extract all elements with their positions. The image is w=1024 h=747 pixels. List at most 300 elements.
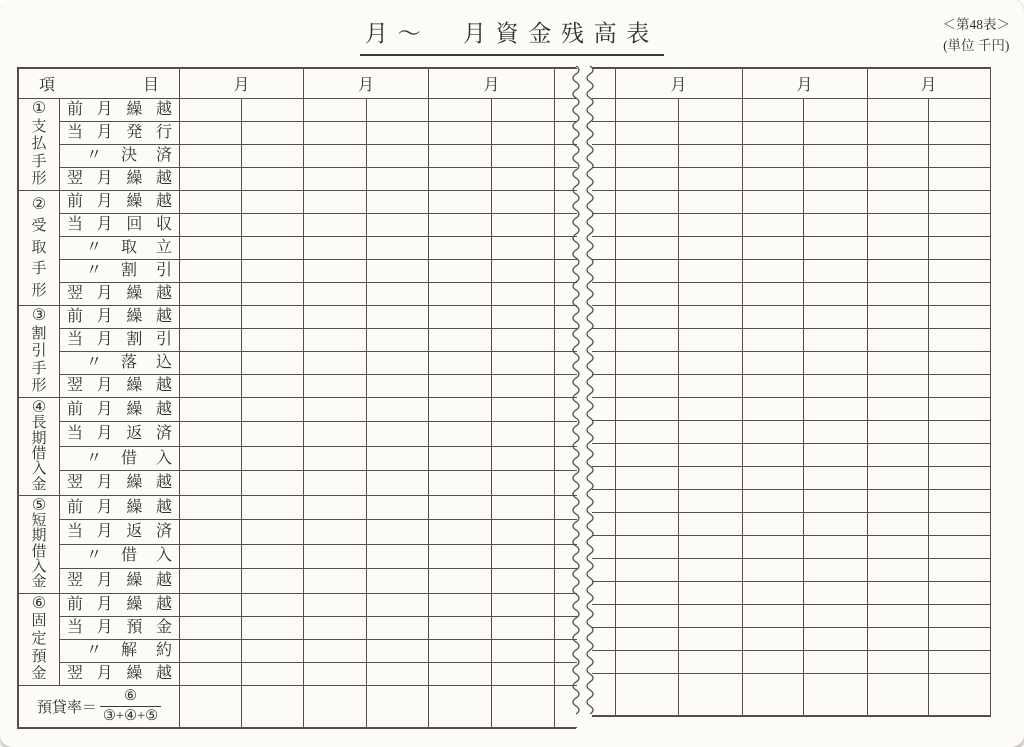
- data-cell: [367, 471, 429, 495]
- data-cell: [803, 421, 867, 444]
- label-char: 済: [155, 147, 172, 164]
- data-cell: [615, 168, 678, 191]
- stub-cell: [592, 99, 615, 122]
- section-name-char: 手: [31, 153, 47, 170]
- data-cell: [742, 283, 803, 306]
- label-char: 月: [96, 571, 113, 589]
- data-cell: [555, 471, 577, 495]
- data-cell: [803, 444, 867, 467]
- data-cell: [867, 605, 928, 628]
- data-cell: [555, 422, 577, 446]
- data-cell: [492, 662, 555, 685]
- label-char: 当: [67, 618, 84, 636]
- data-cell: [429, 662, 492, 685]
- data-cell: [803, 283, 867, 306]
- data-cell: [615, 352, 678, 375]
- stub-cell: [592, 490, 615, 513]
- data-cell: [242, 306, 304, 329]
- label-char: 繰: [126, 101, 143, 118]
- data-cell: [867, 306, 928, 329]
- data-cell: [803, 99, 867, 122]
- stub-cell: [592, 168, 615, 191]
- stub-cell: [592, 283, 615, 306]
- stub-cell: [592, 559, 615, 582]
- data-cell: [304, 191, 367, 214]
- data-cell: [555, 446, 577, 470]
- data-cell: [429, 122, 492, 145]
- data-cell: [429, 145, 492, 168]
- data-cell: [180, 398, 242, 422]
- data-cell: [928, 398, 990, 421]
- data-cell: [180, 329, 242, 352]
- data-cell: [742, 237, 803, 260]
- data-cell: [367, 145, 429, 168]
- label-char: 借: [120, 547, 137, 565]
- data-cell: [492, 639, 555, 662]
- data-cell: [678, 122, 742, 145]
- section-name-char: 借: [31, 445, 47, 462]
- data-cell: [242, 520, 304, 544]
- data-cell: [867, 490, 928, 513]
- row-label-cell: [60, 446, 180, 470]
- data-cell: [429, 685, 492, 727]
- data-cell: [304, 329, 367, 352]
- row-label-cell: [60, 122, 180, 145]
- label-char: 金: [155, 618, 172, 636]
- data-cell: [367, 662, 429, 685]
- data-cell: [678, 168, 742, 191]
- label-char: 前: [67, 193, 84, 210]
- data-cell: [367, 685, 429, 727]
- data-cell: [742, 191, 803, 214]
- data-cell: [429, 569, 492, 593]
- data-cell: [180, 237, 242, 260]
- data-cell: [367, 569, 429, 593]
- data-cell: [492, 520, 555, 544]
- data-cell: [803, 398, 867, 421]
- data-cell: [555, 145, 577, 168]
- data-cell: [928, 283, 990, 306]
- label-char: 月: [96, 595, 113, 613]
- data-cell: [429, 520, 492, 544]
- stub-cell: [592, 375, 615, 398]
- data-cell: [803, 329, 867, 352]
- data-cell: [242, 544, 304, 568]
- data-cell: [867, 467, 928, 490]
- data-cell: [492, 569, 555, 593]
- label-char: 済: [155, 522, 172, 540]
- data-cell: [492, 99, 555, 122]
- data-cell: [555, 685, 577, 727]
- data-cell: [742, 490, 803, 513]
- data-cell: [429, 593, 492, 616]
- data-cell: [678, 536, 742, 559]
- month-header-cell: 月: [180, 69, 304, 99]
- data-cell: [678, 444, 742, 467]
- data-cell: [928, 582, 990, 605]
- data-cell: [429, 352, 492, 375]
- data-cell: [867, 398, 928, 421]
- data-cell: [742, 444, 803, 467]
- data-cell: [928, 651, 990, 674]
- data-cell: [742, 582, 803, 605]
- data-cell: [180, 593, 242, 616]
- data-cell: [429, 237, 492, 260]
- label-char: 越: [155, 377, 172, 394]
- stub-cell: [592, 536, 615, 559]
- data-cell: [180, 446, 242, 470]
- row-label-cell: [60, 662, 180, 685]
- data-cell: [242, 569, 304, 593]
- data-cell: [242, 329, 304, 352]
- data-cell: [367, 306, 429, 329]
- section-label-cell: [19, 593, 60, 685]
- data-cell: [742, 375, 803, 398]
- data-cell: [304, 214, 367, 237]
- section-number: ③: [31, 307, 47, 325]
- data-cell: [803, 582, 867, 605]
- data-cell: [615, 467, 678, 490]
- stub-cell: [592, 237, 615, 260]
- label-char: 引: [155, 331, 172, 348]
- data-cell: [615, 628, 678, 651]
- data-cell: [678, 191, 742, 214]
- label-char: 繰: [126, 377, 143, 394]
- data-cell: [367, 375, 429, 398]
- data-cell: [678, 306, 742, 329]
- data-cell: [678, 398, 742, 421]
- data-cell: [242, 446, 304, 470]
- data-cell: [742, 329, 803, 352]
- data-cell: [678, 605, 742, 628]
- data-cell: [367, 593, 429, 616]
- row-label-cell: [60, 398, 180, 422]
- data-cell: [867, 168, 928, 191]
- data-cell: [492, 214, 555, 237]
- stub-header-cell: [592, 69, 615, 99]
- data-cell: [180, 639, 242, 662]
- data-cell: [180, 544, 242, 568]
- label-char: 借: [120, 449, 137, 467]
- data-cell: [492, 122, 555, 145]
- label-char: 月: [96, 522, 113, 540]
- section-number: ①: [31, 100, 47, 118]
- section-name-char: 借: [31, 543, 47, 560]
- data-cell: [867, 99, 928, 122]
- label-char: 月: [96, 170, 113, 187]
- data-cell: [242, 283, 304, 306]
- data-cell: [429, 306, 492, 329]
- data-cell: [803, 122, 867, 145]
- data-cell: [429, 375, 492, 398]
- row-label-cell: [60, 616, 180, 639]
- label-char: 月: [96, 101, 113, 118]
- label-char: 月: [96, 400, 113, 418]
- data-cell: [367, 237, 429, 260]
- label-char: 月: [96, 308, 113, 325]
- section-label-cell: [19, 99, 60, 191]
- data-cell: [492, 616, 555, 639]
- data-cell: [429, 191, 492, 214]
- data-cell: [180, 352, 242, 375]
- label-char: 割: [126, 331, 143, 348]
- ratio-fraction: [100, 687, 161, 726]
- section-name-char: 定: [31, 630, 47, 647]
- data-cell: [867, 145, 928, 168]
- item-header-cell: [19, 69, 180, 99]
- data-cell: [867, 559, 928, 582]
- data-cell: [928, 191, 990, 214]
- data-cell: [615, 237, 678, 260]
- data-cell: [555, 168, 577, 191]
- data-cell: [867, 674, 928, 716]
- data-cell: [742, 513, 803, 536]
- data-cell: [928, 674, 990, 716]
- label-char: 項: [39, 77, 56, 94]
- data-cell: [304, 662, 367, 685]
- label-char: 翌: [67, 571, 84, 589]
- data-cell: [555, 616, 577, 639]
- data-cell: [367, 616, 429, 639]
- label-char: 前: [67, 308, 84, 325]
- data-cell: [615, 145, 678, 168]
- stub-cell: [592, 605, 615, 628]
- label-char: 前: [67, 400, 84, 418]
- data-cell: [742, 260, 803, 283]
- data-cell: [429, 495, 492, 519]
- balance-table-left-grid: [18, 68, 577, 728]
- data-cell: [492, 237, 555, 260]
- data-cell: [803, 168, 867, 191]
- data-cell: [867, 237, 928, 260]
- data-cell: [492, 145, 555, 168]
- label-char: 当: [67, 124, 84, 141]
- data-cell: [367, 639, 429, 662]
- stub-cell: [592, 122, 615, 145]
- data-cell: [242, 422, 304, 446]
- data-cell: [242, 375, 304, 398]
- stub-cell: [592, 674, 615, 716]
- section-name-char: 金: [31, 476, 47, 493]
- label-char: 入: [155, 449, 172, 467]
- data-cell: [180, 283, 242, 306]
- section-name-char: 受: [31, 218, 47, 235]
- data-cell: [742, 628, 803, 651]
- data-cell: [928, 513, 990, 536]
- data-cell: [615, 99, 678, 122]
- data-cell: [928, 559, 990, 582]
- label-char: 前: [67, 498, 84, 516]
- section-number: ⑥: [31, 594, 47, 612]
- data-cell: [180, 168, 242, 191]
- data-cell: [928, 467, 990, 490]
- data-cell: [367, 495, 429, 519]
- label-char: 繰: [126, 193, 143, 210]
- label-char: 月: [96, 425, 113, 443]
- row-label-cell: [60, 329, 180, 352]
- data-cell: [367, 446, 429, 470]
- label-char: 〃: [85, 147, 102, 164]
- data-cell: [429, 446, 492, 470]
- data-cell: [615, 375, 678, 398]
- label-char: 繰: [126, 308, 143, 325]
- data-cell: [803, 651, 867, 674]
- data-cell: [928, 214, 990, 237]
- data-cell: [367, 168, 429, 191]
- data-cell: [678, 329, 742, 352]
- data-cell: [429, 260, 492, 283]
- stub-cell: [592, 513, 615, 536]
- data-cell: [555, 662, 577, 685]
- data-cell: [367, 352, 429, 375]
- section-label-cell: [19, 495, 60, 593]
- data-cell: [304, 569, 367, 593]
- data-cell: [615, 122, 678, 145]
- fraction-denominator: ③+④+⑤: [100, 706, 161, 726]
- row-label-cell: [60, 168, 180, 191]
- data-cell: [928, 352, 990, 375]
- data-cell: [928, 168, 990, 191]
- label-char: 月: [96, 124, 113, 141]
- data-cell: [242, 639, 304, 662]
- data-cell: [304, 398, 367, 422]
- section-name-char: 引: [31, 343, 47, 360]
- label-char: 翌: [67, 377, 84, 394]
- data-cell: [242, 122, 304, 145]
- stub-cell: [592, 306, 615, 329]
- label-char: 月: [96, 193, 113, 210]
- section-name-char: 入: [31, 559, 47, 575]
- data-cell: [367, 544, 429, 568]
- data-cell: [928, 329, 990, 352]
- data-cell: [304, 639, 367, 662]
- data-cell: [555, 329, 577, 352]
- data-cell: [555, 283, 577, 306]
- data-cell: [492, 375, 555, 398]
- data-cell: [742, 398, 803, 421]
- data-cell: [867, 582, 928, 605]
- data-cell: [304, 616, 367, 639]
- label-char: 越: [155, 101, 172, 118]
- data-cell: [867, 444, 928, 467]
- data-cell: [742, 306, 803, 329]
- data-cell: [615, 191, 678, 214]
- label-char: 〃: [85, 641, 102, 659]
- data-cell: [180, 122, 242, 145]
- label-char: 行: [155, 124, 172, 141]
- month-header-cell: 月: [304, 69, 429, 99]
- data-cell: [304, 685, 367, 727]
- label-char: 越: [155, 400, 172, 418]
- data-cell: [367, 283, 429, 306]
- data-cell: [555, 544, 577, 568]
- label-char: 越: [155, 571, 172, 589]
- label-char: 立: [155, 239, 172, 256]
- section-name-char: 形: [31, 171, 47, 188]
- data-cell: [615, 329, 678, 352]
- data-cell: [742, 99, 803, 122]
- label-char: 翌: [67, 664, 84, 682]
- data-cell: [555, 639, 577, 662]
- data-cell: [555, 306, 577, 329]
- section-name-char: 短: [31, 513, 47, 530]
- unit-note: (単位 千円): [943, 37, 1010, 53]
- data-cell: [555, 593, 577, 616]
- data-cell: [615, 398, 678, 421]
- data-cell: [492, 306, 555, 329]
- data-cell: [928, 375, 990, 398]
- data-cell: [429, 616, 492, 639]
- data-cell: [678, 145, 742, 168]
- data-cell: [678, 490, 742, 513]
- label-char: 月: [96, 285, 113, 302]
- data-cell: [867, 260, 928, 283]
- data-cell: [742, 122, 803, 145]
- data-cell: [742, 467, 803, 490]
- data-cell: [615, 421, 678, 444]
- section-name-char: 払: [31, 136, 47, 153]
- data-cell: [242, 352, 304, 375]
- data-cell: [180, 214, 242, 237]
- data-cell: [678, 260, 742, 283]
- data-cell: [555, 214, 577, 237]
- data-cell: [867, 513, 928, 536]
- data-cell: [242, 398, 304, 422]
- data-cell: [555, 260, 577, 283]
- data-cell: [555, 375, 577, 398]
- label-char: 発: [126, 124, 143, 141]
- data-cell: [492, 685, 555, 727]
- fraction-numerator: ⑥: [124, 687, 137, 704]
- stub-cell: [592, 444, 615, 467]
- data-cell: [492, 593, 555, 616]
- data-cell: [304, 306, 367, 329]
- data-cell: [555, 191, 577, 214]
- data-cell: [180, 662, 242, 685]
- section-name-char: 長: [31, 415, 47, 432]
- data-cell: [429, 283, 492, 306]
- data-cell: [615, 605, 678, 628]
- data-cell: [742, 168, 803, 191]
- label-char: 越: [155, 595, 172, 613]
- data-cell: [803, 490, 867, 513]
- data-cell: [492, 446, 555, 470]
- label-char: 越: [155, 664, 172, 682]
- row-label-cell: [60, 639, 180, 662]
- data-cell: [867, 214, 928, 237]
- data-cell: [242, 168, 304, 191]
- month-header-cell: 月: [615, 69, 742, 99]
- row-label-cell: [60, 283, 180, 306]
- data-cell: [429, 168, 492, 191]
- data-cell: [180, 685, 242, 727]
- data-cell: [242, 616, 304, 639]
- month-header-cell: 月: [429, 69, 555, 99]
- data-cell: [803, 536, 867, 559]
- data-cell: [615, 214, 678, 237]
- row-label-cell: [60, 214, 180, 237]
- label-char: 越: [155, 474, 172, 492]
- data-cell: [867, 628, 928, 651]
- data-cell: [180, 520, 242, 544]
- data-cell: [492, 422, 555, 446]
- label-char: 決: [120, 147, 137, 164]
- data-cell: [678, 513, 742, 536]
- table-number-note: ＜第48表＞: [942, 17, 1010, 32]
- data-cell: [803, 145, 867, 168]
- data-cell: [242, 593, 304, 616]
- data-cell: [180, 99, 242, 122]
